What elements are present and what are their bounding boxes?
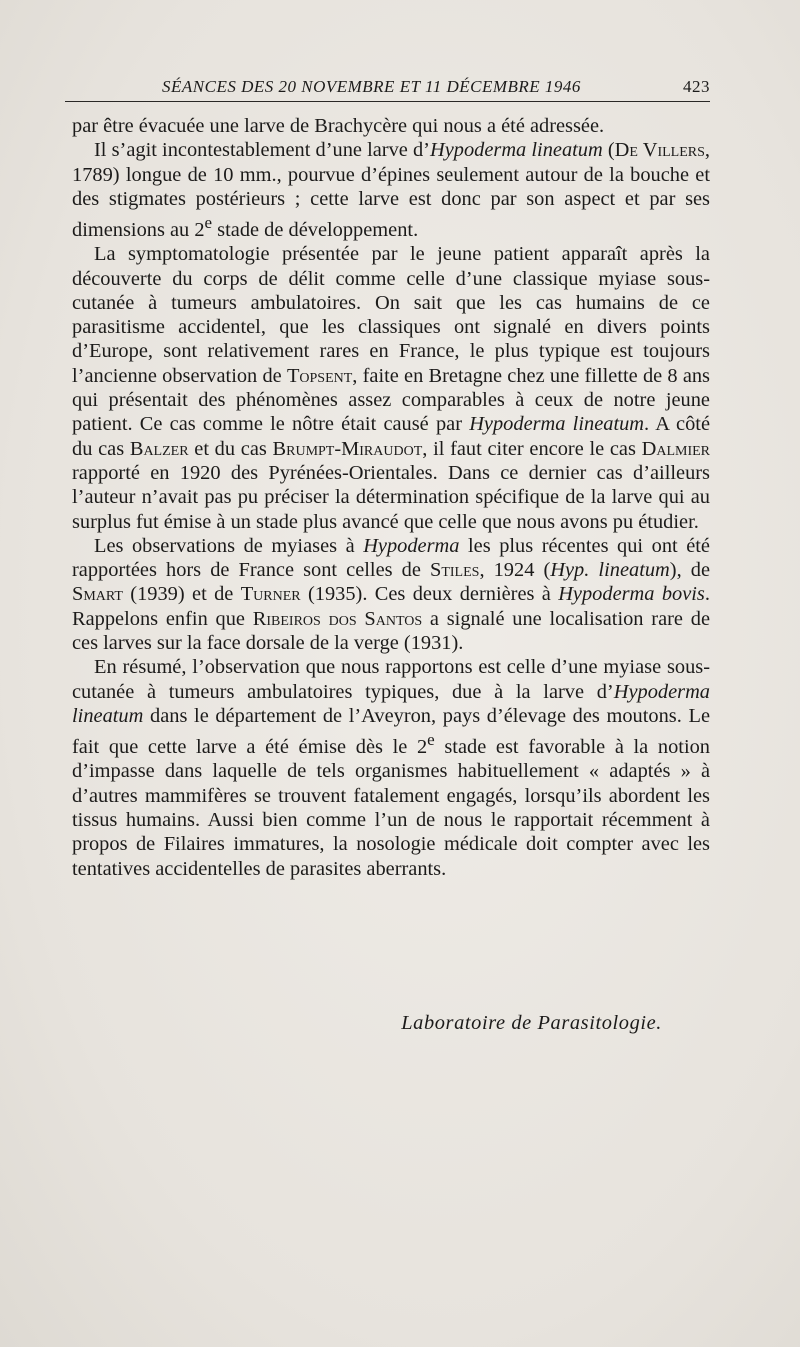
text-run: . A côté du cas (72, 413, 710, 460)
paragraph-3 (72, 242, 710, 534)
text-run: . Rappelons enfin que (72, 583, 710, 630)
text-run: stade de développement. (212, 218, 419, 241)
text-run: Il s’agit incontestablement d’une larve d’ (94, 139, 430, 162)
text-run: ), de (669, 559, 711, 582)
signature-laboratory: Laboratoire de Parasitologie. (401, 1012, 662, 1034)
author-name: Ribeiros dos Santos (252, 607, 423, 630)
text-run: En résumé, l’observation que nous rapportons est celle d’une myiase sous-cutanée à tumeurs ambulatoires typiques, due à la larve d’ (72, 656, 710, 703)
author-name: Smart (72, 583, 123, 606)
text-run: , 1789) longue de 10 mm., pourvue d’épines seulement autour de la bouche et des stigmates postérieurs ; cette larve est donc par son aspect et par ses dimensions au 2 (72, 139, 710, 241)
text-run: Les observations de myiases à (94, 534, 364, 557)
species-name: Hypoderma lineatum (469, 413, 645, 436)
text-run: et du cas (188, 437, 273, 460)
text-run: (1935). Ces deux dernières à (300, 583, 559, 606)
page-number: 423 (683, 77, 710, 96)
species-name: Hypoderma lineatum (72, 680, 710, 727)
text-run: , il faut citer encore le cas (422, 437, 642, 460)
paragraph-1-text: par être évacuée une larve de Brachycère qui nous a été adressée. (72, 115, 605, 137)
text-run: (1939) et de (122, 583, 241, 606)
paragraph-5 (72, 655, 710, 880)
superscript: e (204, 213, 213, 233)
species-name: Hypoderma (363, 534, 460, 557)
running-head (150, 74, 710, 102)
text-run: , 1924 ( (479, 559, 551, 582)
text-run: La symptomatologie présentée par le jeune patient apparaît après la découverte du corps de délit comme celle d’une classique myiase sous-cutanée à tumeurs ambulatoires. On sait que les cas humains de ce parasitisme accidentel, que les classiques ont signalé en divers points d’Europe, sont relativement rares en France, le plus typique est toujours l’ancienne observation de (72, 243, 710, 387)
species-name: Hyp. lineatum (550, 559, 670, 582)
author-name: Turner (240, 583, 301, 606)
author-name: Brumpt-Miraudot (272, 437, 423, 460)
author-name: Balzer (129, 437, 189, 460)
species-name: Hypoderma bovis (558, 583, 705, 606)
superscript: e (427, 730, 435, 750)
paragraph-4 (72, 534, 710, 655)
author-name: De Villers (614, 139, 705, 162)
running-head-title: SÉANCES DES 20 NOVEMBRE ET 11 DÉCEMBRE 1946 (162, 77, 581, 96)
text-run: a signalé une localisation rare de ces larves sur la face dorsale de la verge (1931). (72, 607, 710, 655)
text-run: ( (602, 139, 615, 162)
text-run: stade est favorable à la notion d’impasse dans laquelle de tels organismes habituellement « adaptés » à d’autres mammifères se trouvent fatalement engagés, lorsqu’ils abordent les tissus humains. Aussi bien comme l’un de nous le rapportait récemment à propos de Filaires immatures, la nosologie médicale doit compter avec les tentatives accidentelles de parasites aberrants. (72, 736, 710, 880)
body-text (72, 114, 710, 881)
text-run: rapporté en 1920 des Pyrénées-Orientales. Dans ce dernier cas d’ailleurs l’auteur n’avait pas pu préciser la détermination spécifique de la larve qui au surplus fut émise à un stade plus avancé que celle que nous avons pu étudier. (72, 461, 710, 533)
text-run: les plus récentes qui ont été rapportées hors de France sont celles de (72, 534, 710, 582)
author-name: Stiles (429, 559, 480, 582)
text-run: dans le département de l’Aveyron, pays d’élevage des moutons. Le fait que cette larve a été émise dès le 2 (72, 704, 710, 759)
author-name: Dalmier (641, 437, 710, 460)
paragraph-2 (72, 138, 710, 242)
species-name: Hypoderma lineatum (429, 139, 603, 162)
author-name: Topsent (286, 364, 353, 387)
header-rule (65, 101, 710, 102)
paragraph-1 (72, 114, 710, 138)
text-run: , faite en Bretagne chez une fillette de 8 ans qui présentait des phénomènes assez comparables à ceux de notre jeune patient. Ce cas comme le nôtre était causé par (72, 364, 710, 436)
